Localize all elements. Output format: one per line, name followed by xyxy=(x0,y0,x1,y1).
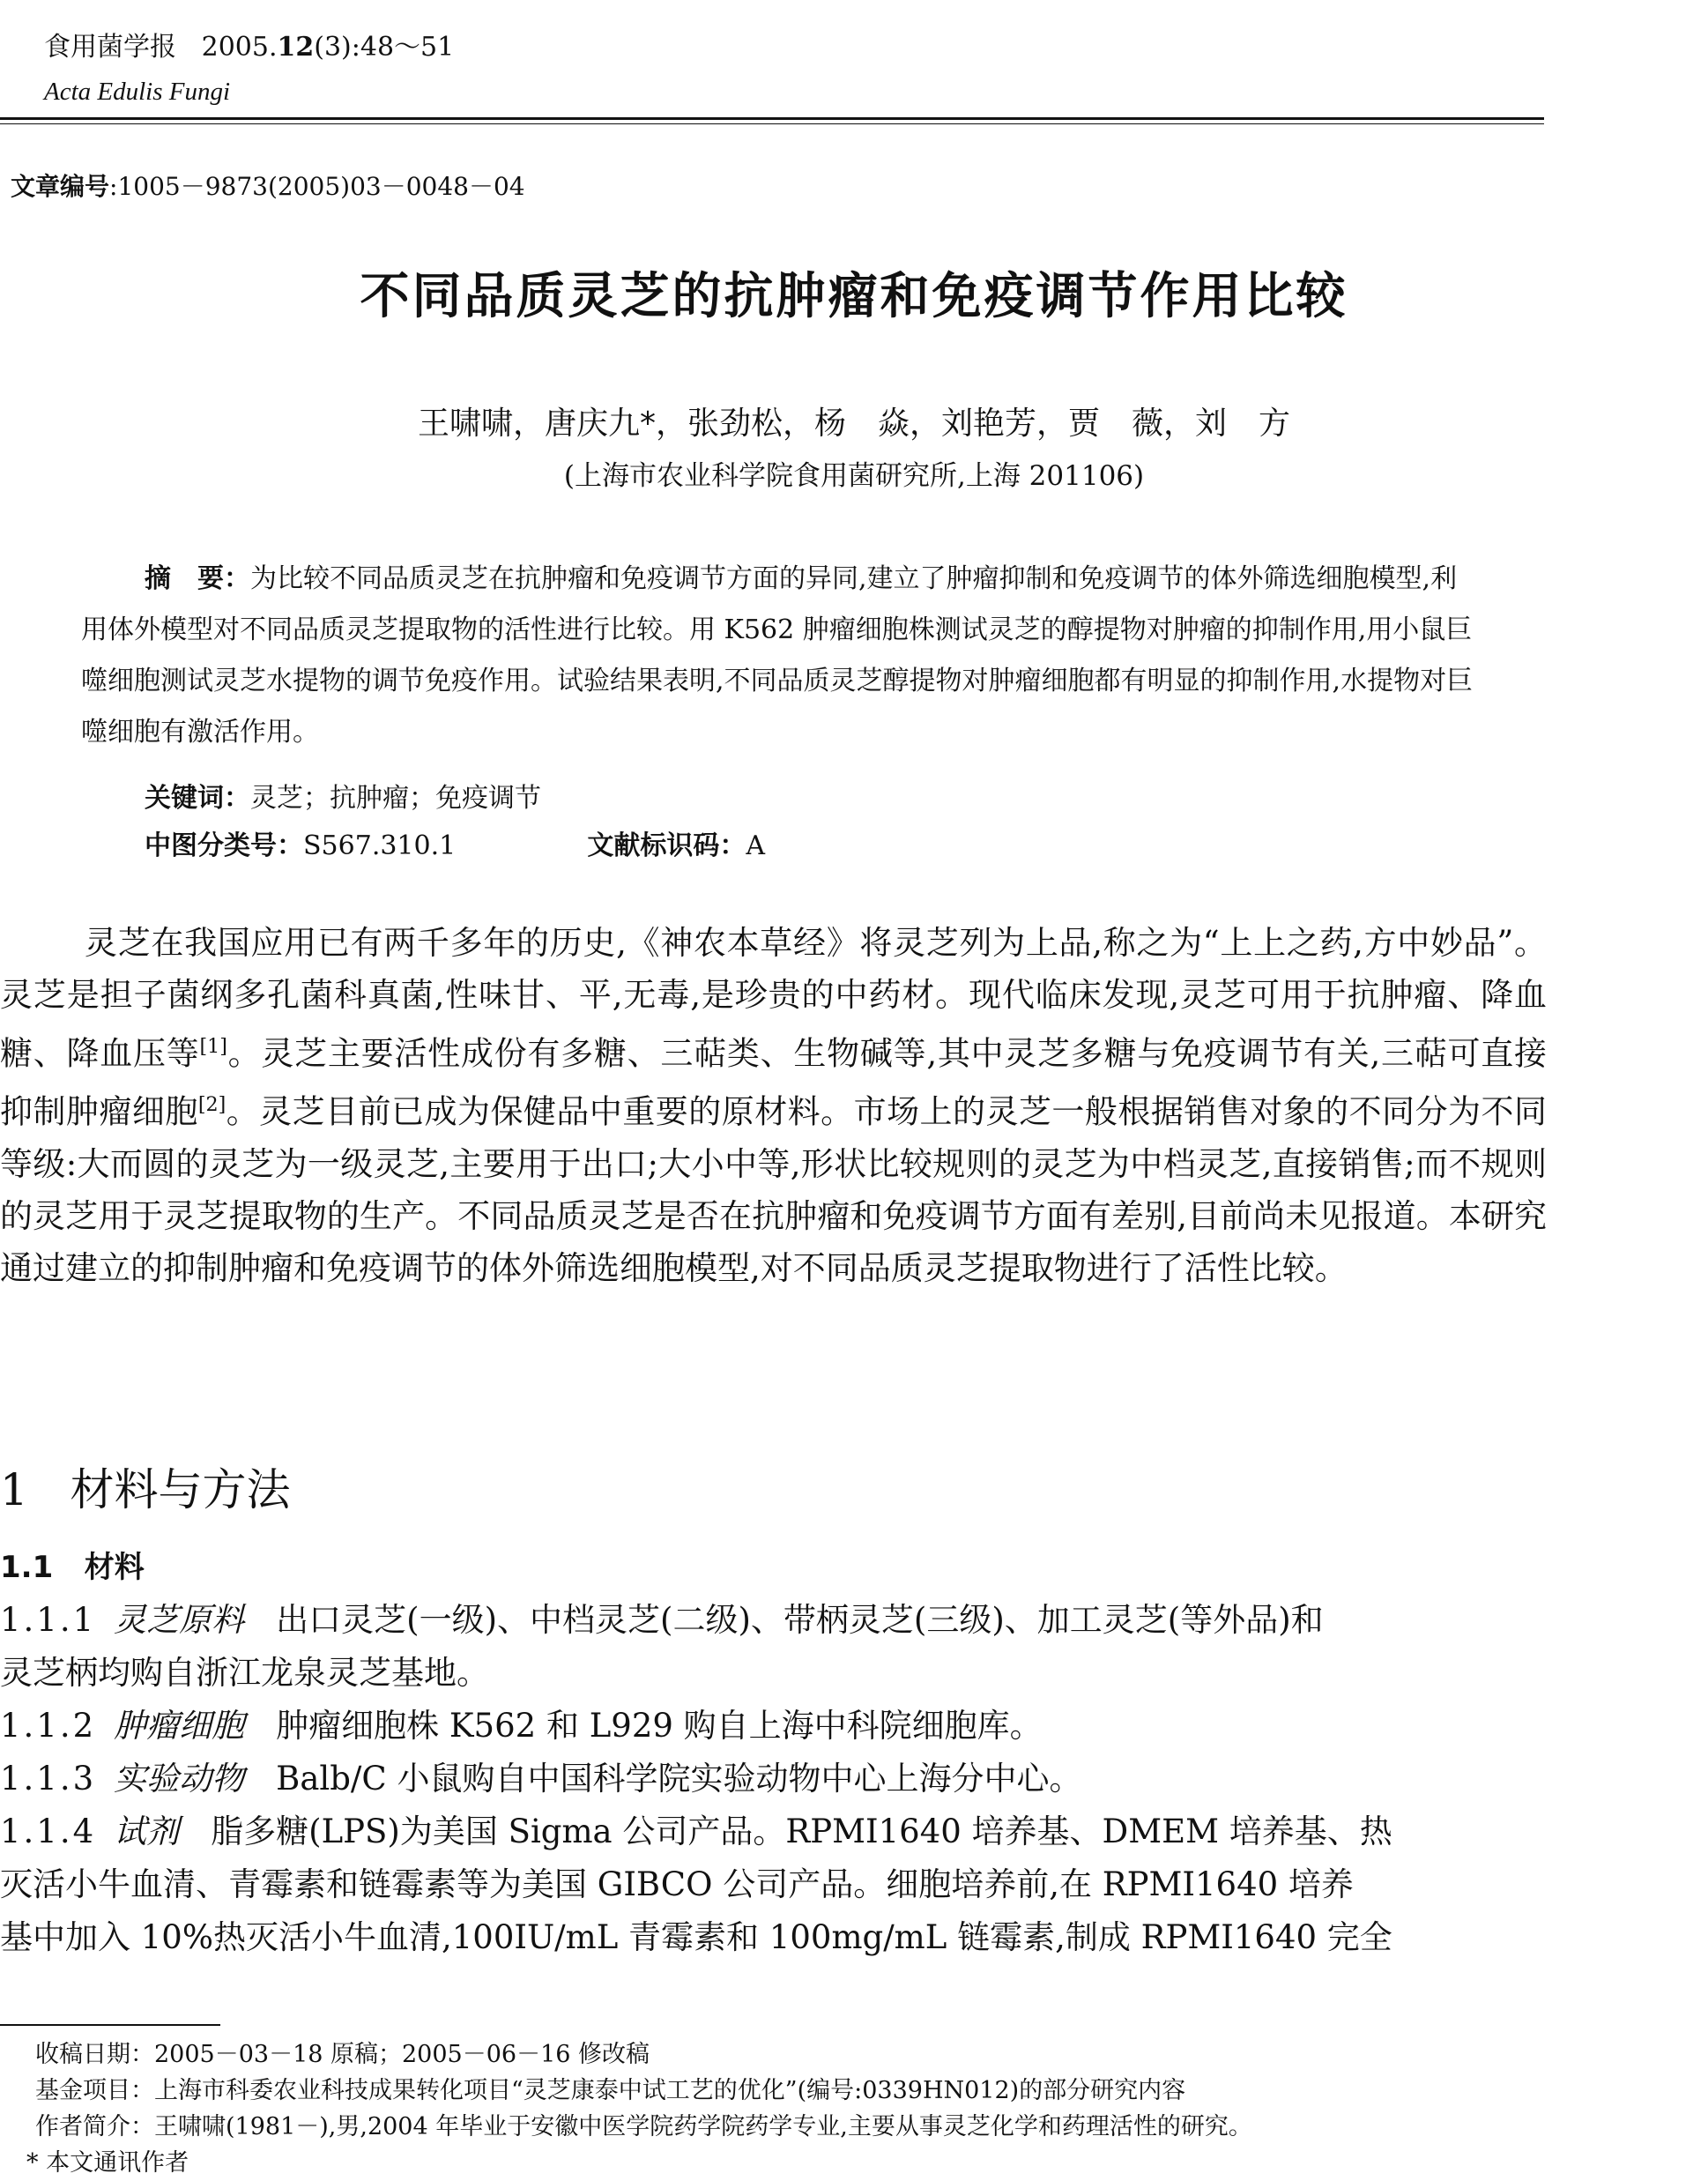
footnote-fund: 基金项目：上海市科委农业科技成果转化项目“灵芝康泰中试工艺的优化”(编号:0339HN012)的部分研究内容 xyxy=(35,2077,1186,2104)
article-number-label: 文章编号 xyxy=(11,172,110,201)
affiliation: (上海市农业科学院食用菌研究所,上海 201106) xyxy=(563,460,1145,492)
header-rule-thick xyxy=(0,117,1544,120)
article-number xyxy=(11,167,525,203)
materials-list xyxy=(0,1594,1547,1964)
citation-post: (3):48～51 xyxy=(314,32,455,63)
section-heading-1: 1 材料与方法 xyxy=(0,1464,291,1515)
author-list: 王啸啸，唐庆九*，张劲松，杨 焱，刘艳芳，贾 薇，刘 方 xyxy=(417,406,1290,442)
journal-citation xyxy=(44,25,454,63)
citation-pre: 2005. xyxy=(201,32,278,63)
reference-2: [2] xyxy=(197,1093,226,1117)
abstract-text: 为比较不同品质灵芝在抗肿瘤和免疫调节方面的异同,建立了肿瘤抑制和免疫调节的体外筛选细胞模型,利用体外模型对不同品质灵芝提取物的活性进行比较。用 K562 肿瘤细胞株测试灵芝的醇提物对肿瘤的抑制作用,用小鼠巨噬细胞测试灵芝水提物的调节免疫作用。试验结果表明,不同品质灵芝醇提物对肿瘤细胞都有明显的抑制作用,水提物对巨噬细胞有激活作用。 xyxy=(81,563,1474,748)
footnote-corresponding: * 本文通讯作者 xyxy=(26,2149,189,2177)
clc-value: S567.310.1 xyxy=(303,830,457,861)
introduction xyxy=(0,917,1547,1294)
list-item: 1.1.3 实验动物 Balb/C 小鼠购自中国科学院实验动物中心上海分中心。 xyxy=(0,1760,1082,1798)
classification: 中图分类号：S567.310.1 文献标识码：A xyxy=(145,830,765,861)
citation-volume: 12 xyxy=(277,32,315,63)
footnote-received: 收稿日期：2005－03－18 原稿；2005－06－16 修改稿 xyxy=(35,2041,650,2068)
keywords-value: 灵芝；抗肿瘤；免疫调节 xyxy=(250,783,541,814)
section-heading-1-1: 1.1 材料 xyxy=(0,1550,145,1585)
list-item: 1.1.4 试剂 脂多糖(LPS)为美国 Sigma 公司产品。RPMI1640 培养基、DMEM 培养基、热 xyxy=(0,1813,1392,1850)
doc-code-value: A xyxy=(746,830,765,861)
list-item-continuation: 基中加入 10%热灭活小牛血清,100IU/mL 青霉素和 100mg/mL 链霉素,制成 RPMI1640 完全 xyxy=(0,1918,1392,1956)
keywords: 关键词：灵芝；抗肿瘤；免疫调节 xyxy=(145,783,541,814)
doc-code-label: 文献标识码 xyxy=(587,830,720,861)
list-item: 1.1.1 灵芝原料 出口灵芝(一级)、中档灵芝(二级)、带柄灵芝(三级)、加工灵芝(等外品)和 xyxy=(0,1601,1324,1639)
reference-1: [1] xyxy=(199,1035,227,1058)
header-rule-thin xyxy=(0,123,1544,124)
footnotes xyxy=(26,2036,1252,2181)
list-item: 1.1.2 肿瘤细胞 肿瘤细胞株 K562 和 L929 购自上海中科院细胞库。 xyxy=(0,1707,1043,1745)
abstract: 摘 要：为比较不同品质灵芝在抗肿瘤和免疫调节方面的异同,建立了肿瘤抑制和免疫调节的体外筛选细胞模型,利用体外模型对不同品质灵芝提取物的活性进行比较。用 K562 肿瘤细胞株测试灵芝的醇提物对肿瘤的抑制作用,用小鼠巨噬细胞测试灵芝水提物的调节免疫作用。试验结果表明,不同品质灵芝醇提物对肿瘤细胞都有明显的抑制作用,水提物对巨噬细胞有激活作用。 xyxy=(81,563,1474,748)
article-number-value: :1005－9873(2005)03－0048－04 xyxy=(109,172,525,201)
keywords-label: 关键词 xyxy=(145,783,224,814)
list-item-continuation: 灭活小牛血清、青霉素和链霉素等为美国 GIBCO 公司产品。细胞培养前,在 RPMI1640 培养 xyxy=(0,1865,1354,1903)
list-item-continuation: 灵芝柄均购自浙江龙泉灵芝基地。 xyxy=(0,1654,489,1692)
abstract-label: 摘 要 xyxy=(145,563,224,594)
footnote-rule xyxy=(0,2024,220,2026)
paper-title: 不同品质灵芝的抗肿瘤和免疫调节作用比较 xyxy=(360,268,1348,325)
clc-label: 中图分类号 xyxy=(145,830,277,861)
intro-paragraph: 灵芝在我国应用已有两千多年的历史,《神农本草经》将灵芝列为上品,称之为“上上之药,方中妙品”。灵芝是担子菌纲多孔菌科真菌,性味甘、平,无毒,是珍贵的中药材。现代临床发现,灵芝可用于抗肿瘤、降血糖、降血压等[1]。灵芝主要活性成份有多糖、三萜类、生物碱等,其中灵芝多糖与免疫调节有关,三萜可直接抑制肿瘤细胞[2]。灵芝目前已成为保健品中重要的原材料。市场上的灵芝一般根据销售对象的不同分为不同等级:大而圆的灵芝为一级灵芝,主要用于出口;大小中等,形状比较规则的灵芝为中档灵芝,直接销售;而不规则的灵芝用于灵芝提取物的生产。不同品质灵芝是否在抗肿瘤和免疫调节方面有差别,目前尚未见报道。本研究通过建立的抑制肿瘤和免疫调节的体外筛选细胞模型,对不同品质灵芝提取物进行了活性比较。 xyxy=(0,924,1548,1287)
journal-name-en: Acta Edulis Fungi xyxy=(44,78,231,106)
journal-name-cn: 食用菌学报 xyxy=(44,32,176,63)
footnote-author: 作者简介：王啸啸(1981－),男,2004 年毕业于安徽中医学院药学院药学专业,主要从事灵芝化学和药理活性的研究。 xyxy=(35,2113,1252,2140)
